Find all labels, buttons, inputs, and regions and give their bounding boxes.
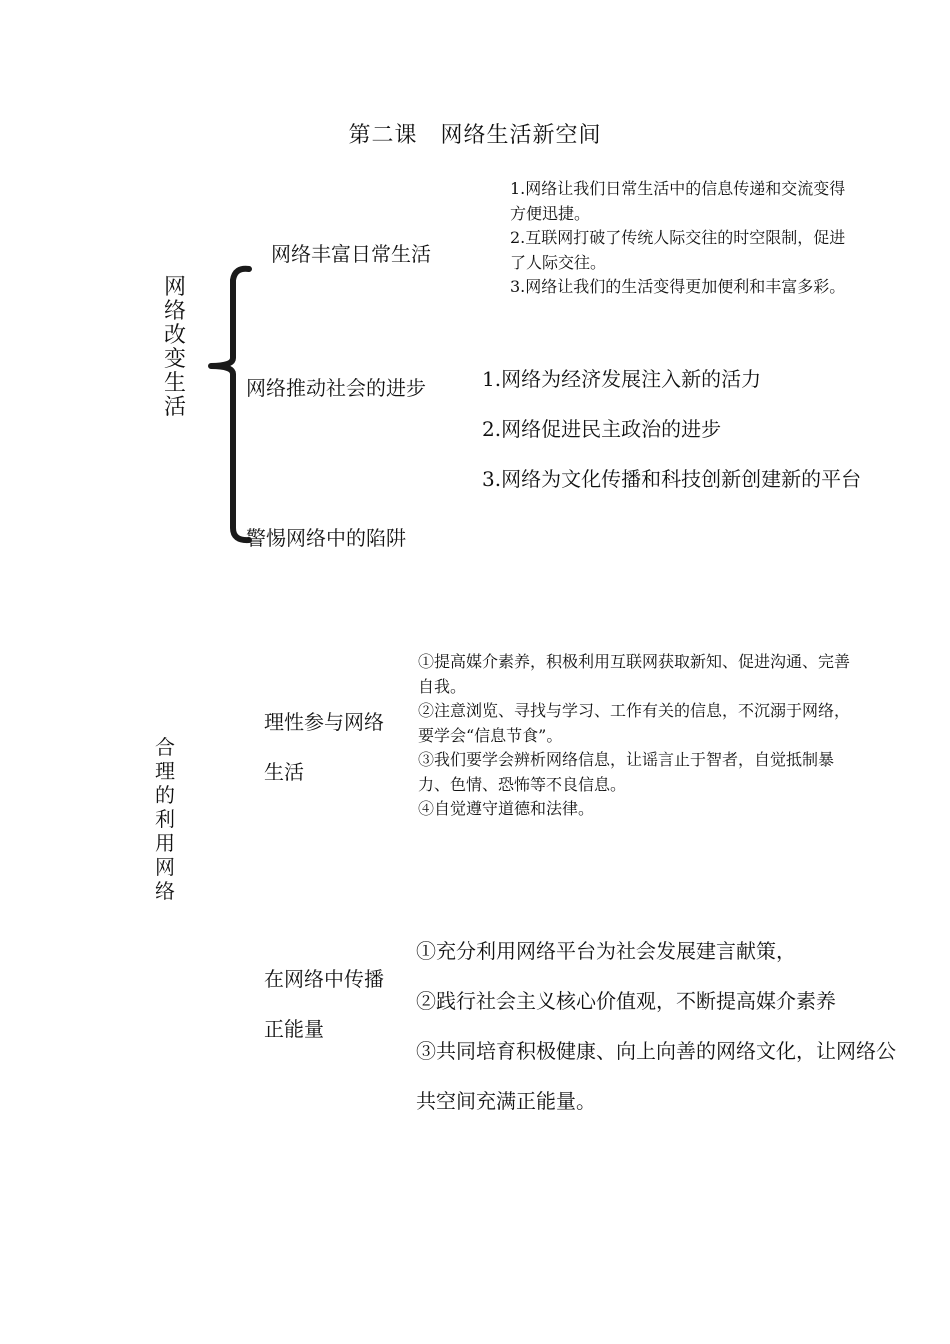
- list-item: 3.网络为文化传播和科技创新创建新的平台: [482, 467, 862, 491]
- brace-icon: [205, 262, 255, 547]
- list-item: ②注意浏览、寻找与学习、工作有关的信息，不沉溺于网络，要学会“信息节食”。: [418, 701, 851, 745]
- list-item: 3.网络让我们的生活变得更加便利和丰富多彩。: [510, 277, 846, 296]
- list-item: ①提高媒介素养，积极利用互联网获取新知、促进沟通、完善自我。: [418, 652, 851, 696]
- social-progress-points: [482, 363, 861, 513]
- list-item: ③我们要学会辨析网络信息，让谣言止于智者，自觉抵制暴力、色情、恐怖等不良信息。: [418, 750, 835, 794]
- list-item: ①充分利用网络平台为社会发展建言献策，: [416, 939, 796, 963]
- list-item: ③共同培育积极健康、向上向善的网络文化，让网络公共空间充满正能量。: [416, 1039, 896, 1113]
- list-item: 2.网络促进民主政治的进步: [482, 417, 722, 441]
- positive-energy-points: [416, 926, 906, 1126]
- rational-participation-points: [418, 650, 858, 822]
- list-item: ②践行社会主义核心价值观，不断提高媒介素养: [416, 989, 836, 1013]
- branch-network-traps: 警惕网络中的陷阱: [246, 526, 406, 550]
- branch-social-progress: 网络推动社会的进步: [246, 376, 426, 400]
- branch-positive-energy: 在网络中传播正能量: [264, 967, 384, 1041]
- list-item: 1.网络为经济发展注入新的活力: [482, 367, 762, 391]
- list-item: ④自觉遵守道德和法律。: [418, 799, 595, 818]
- daily-life-points: [510, 177, 850, 300]
- page-title: 第二课 网络生活新空间: [348, 123, 602, 148]
- list-item: 1.网络让我们日常生活中的信息传递和交流变得方便迅捷。: [510, 179, 846, 223]
- list-item: 2.互联网打破了传统人际交往的时空限制，促进了人际交往。: [510, 228, 846, 272]
- section2-label: 合理的利用网络: [155, 735, 175, 903]
- branch-daily-life: 网络丰富日常生活: [271, 242, 431, 266]
- section1-label: 网络改变生活: [163, 275, 186, 420]
- branch-rational-participation: 理性参与网络生活: [264, 710, 384, 784]
